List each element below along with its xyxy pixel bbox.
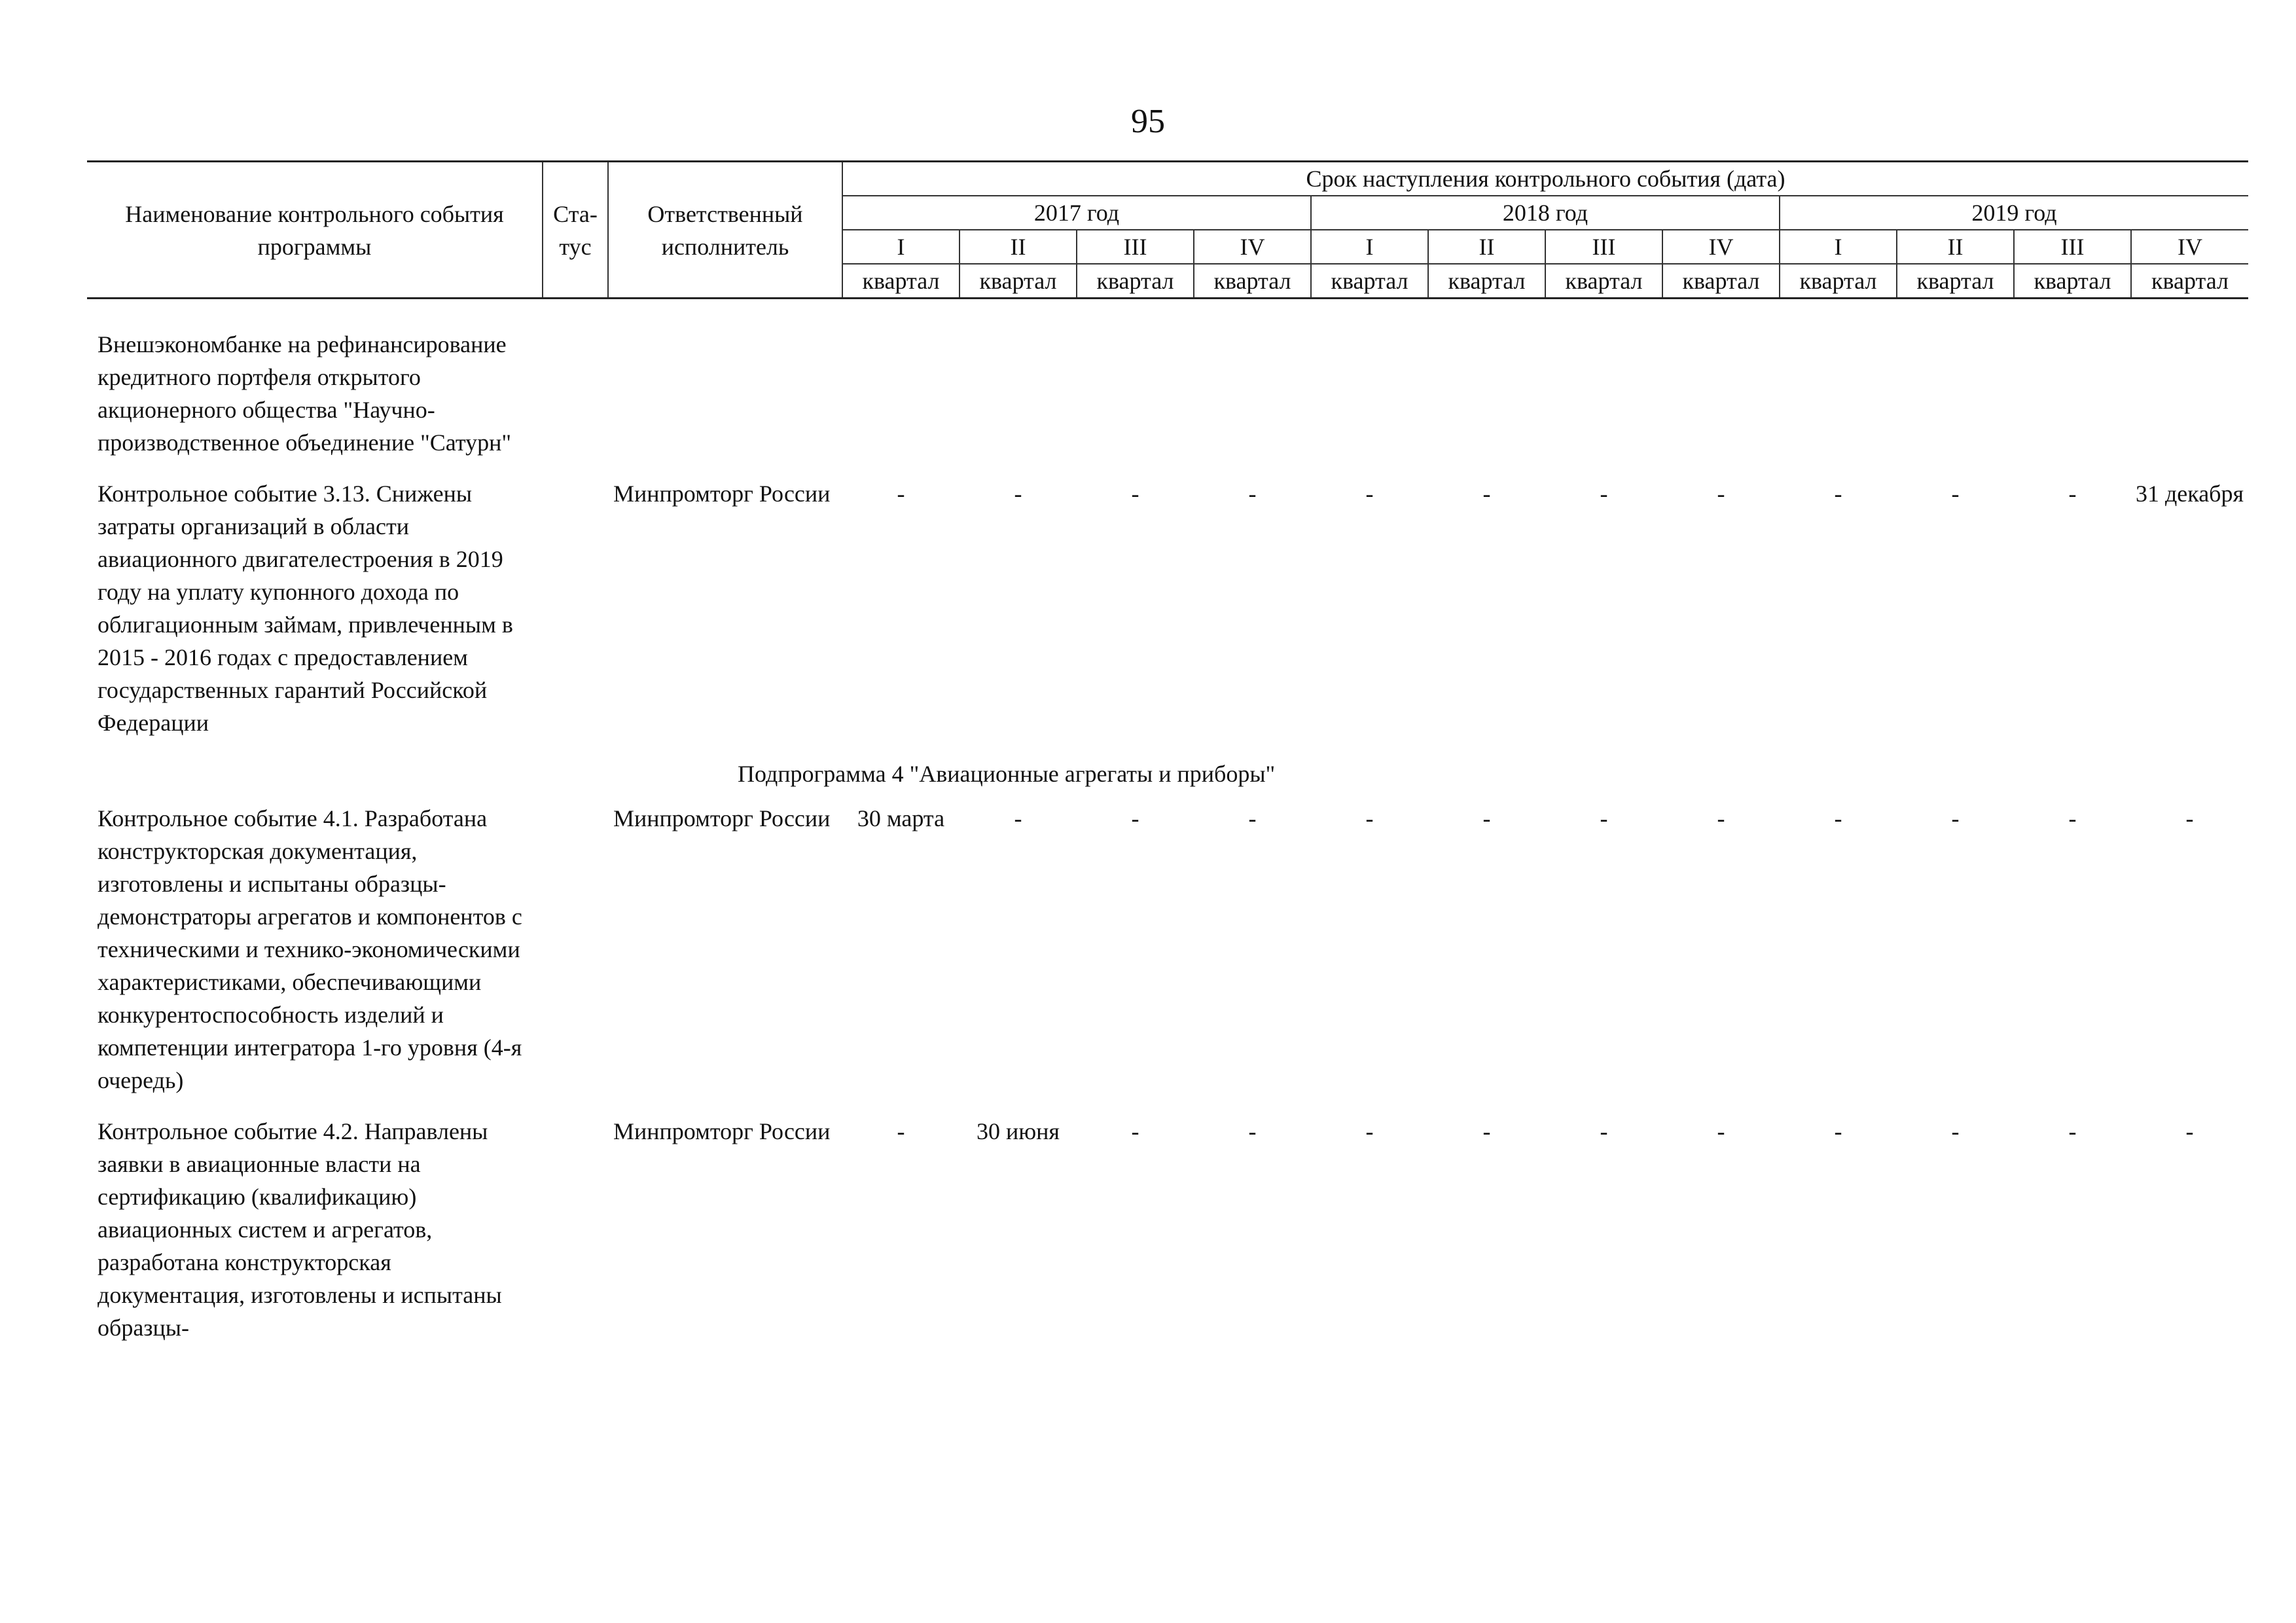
- quarter-date-cell: [1311, 328, 1428, 477]
- event-status: [543, 477, 608, 757]
- table-body: [87, 299, 2248, 1363]
- quarter-date-cell: -: [2068, 481, 2077, 507]
- quarter-date-cell: [1897, 328, 2014, 477]
- quarter-date-cell: -: [1600, 1118, 1608, 1144]
- header-deadline-group: Срок наступления контрольного события (дата): [842, 162, 2248, 196]
- quarter-date-cell: -: [1482, 805, 1491, 831]
- event-name: Контрольное событие 3.13. Снижены затраты организаций в области авиационного двигателестроения в 2019 году на уплату купонного дохода по облигационным займам, привлеченным в 2015 - 2016 годах с предоставлением государственных гарантий Российской Федерации: [98, 481, 513, 736]
- control-events-table: [87, 160, 2248, 1362]
- header-quarter-word: квартал: [1662, 264, 1780, 299]
- subprogram-title: Подпрограмма 4 "Авиационные агрегаты и приборы": [738, 761, 1276, 787]
- event-responsible: Минпромторг России: [613, 1118, 831, 1144]
- header-quarter-word: квартал: [1545, 264, 1662, 299]
- quarter-date-cell: [842, 328, 960, 477]
- header-quarter-number: I: [1780, 230, 1897, 264]
- table-row: [87, 477, 2248, 757]
- quarter-date-cell: -: [1482, 1118, 1491, 1144]
- header-year: 2018 год: [1311, 196, 1780, 230]
- quarter-date-cell: -: [2185, 1118, 2194, 1144]
- quarter-date-cell: -: [897, 481, 905, 507]
- table-header: [87, 162, 2248, 299]
- quarter-date-cell: -: [1834, 805, 1842, 831]
- quarter-date-cell: -: [1717, 1118, 1725, 1144]
- table-row: [87, 1115, 2248, 1362]
- event-status: [543, 802, 608, 1115]
- event-responsible: [608, 328, 842, 477]
- header-quarter-word: квартал: [1077, 264, 1194, 299]
- header-quarter-word: квартал: [960, 264, 1077, 299]
- header-name: Наименование контрольного события программы: [87, 162, 543, 299]
- quarter-date-cell: -: [1717, 481, 1725, 507]
- quarter-date-cell: -: [1131, 1118, 1139, 1144]
- header-quarter-number: IV: [1662, 230, 1780, 264]
- quarter-date-cell: -: [1951, 481, 1960, 507]
- quarter-date-cell: -: [1248, 1118, 1257, 1144]
- header-quarter-number: III: [1077, 230, 1194, 264]
- event-responsible: Минпромторг России: [613, 805, 831, 831]
- header-quarter-number: III: [1545, 230, 1662, 264]
- quarter-date-cell: -: [1365, 481, 1374, 507]
- event-responsible: Минпромторг России: [613, 481, 831, 507]
- quarter-date-cell: -: [1365, 1118, 1374, 1144]
- header-quarter-number: IV: [1194, 230, 1311, 264]
- header-quarter-word: квартал: [842, 264, 960, 299]
- header-spacer: [87, 299, 2248, 329]
- quarter-date-cell: -: [1131, 805, 1139, 831]
- header-quarter-number: III: [2014, 230, 2131, 264]
- event-status: [543, 328, 608, 477]
- table-row: [87, 802, 2248, 1115]
- quarter-date-cell: [1545, 328, 1662, 477]
- quarter-date-cell: 30 марта: [857, 805, 945, 831]
- quarter-date-cell: [1428, 328, 1545, 477]
- header-quarter-word: квартал: [1897, 264, 2014, 299]
- header-quarter-word: квартал: [2014, 264, 2131, 299]
- header-status: Ста-тус: [543, 162, 608, 299]
- header-quarter-number: II: [1897, 230, 2014, 264]
- quarter-date-cell: -: [1600, 805, 1608, 831]
- quarter-date-cell: -: [2185, 805, 2194, 831]
- quarter-date-cell: 31 декабря: [2135, 481, 2244, 507]
- subprogram-row: [87, 757, 2248, 802]
- header-quarter-number: I: [1311, 230, 1428, 264]
- quarter-date-cell: [2014, 328, 2131, 477]
- quarter-date-cell: -: [1834, 481, 1842, 507]
- page-number: 95: [1131, 103, 1165, 140]
- event-name: Контрольное событие 4.2. Направлены заявки в авиационные власти на сертификацию (квалификацию) авиационных систем и агрегатов, разработана конструкторская документация, изготовлены и испытаны образцы-: [98, 1118, 502, 1341]
- event-status: [543, 1115, 608, 1362]
- header-quarter-word: квартал: [2131, 264, 2248, 299]
- header-quarter-number: I: [842, 230, 960, 264]
- quarter-date-cell: -: [1131, 481, 1139, 507]
- quarter-date-cell: -: [1600, 481, 1608, 507]
- header-year: 2017 год: [842, 196, 1311, 230]
- event-name: Контрольное событие 4.1. Разработана конструкторская документация, изготовлены и испытаны образцы-демонстраторы агрегатов и компонентов с техническими и технико-экономическими характеристиками, обеспечивающими конкурентоспособность изделий и компетенции интегратора 1-го уровня (4-я очередь): [98, 805, 522, 1093]
- quarter-date-cell: [960, 328, 1077, 477]
- quarter-date-cell: [1662, 328, 1780, 477]
- header-responsible: Ответственный исполнитель: [608, 162, 842, 299]
- header-quarter-number: IV: [2131, 230, 2248, 264]
- header-quarter-word: квартал: [1194, 264, 1311, 299]
- header-quarter-word: квартал: [1311, 264, 1428, 299]
- quarter-date-cell: -: [1365, 805, 1374, 831]
- quarter-date-cell: [1780, 328, 1897, 477]
- table-row: [87, 328, 2248, 477]
- quarter-date-cell: [1077, 328, 1194, 477]
- quarter-date-cell: -: [897, 1118, 905, 1144]
- quarter-date-cell: -: [2068, 1118, 2077, 1144]
- event-name: Внешэкономбанке на рефинансирование кредитного портфеля открытого акционерного общества "Научно-производственное объединение "Сатурн": [98, 331, 512, 456]
- quarter-date-cell: -: [1248, 805, 1257, 831]
- quarter-date-cell: -: [1482, 481, 1491, 507]
- quarter-date-cell: -: [1951, 805, 1960, 831]
- quarter-date-cell: -: [1014, 805, 1022, 831]
- header-quarter-word: квартал: [1428, 264, 1545, 299]
- header-quarter-number: II: [960, 230, 1077, 264]
- header-year: 2019 год: [1780, 196, 2248, 230]
- header-quarter-word: квартал: [1780, 264, 1897, 299]
- quarter-date-cell: -: [1717, 805, 1725, 831]
- quarter-date-cell: [2131, 328, 2248, 477]
- quarter-date-cell: -: [1014, 481, 1022, 507]
- header-quarter-number: II: [1428, 230, 1545, 264]
- quarter-date-cell: [1194, 328, 1311, 477]
- quarter-date-cell: -: [1834, 1118, 1842, 1144]
- quarter-date-cell: 30 июня: [977, 1118, 1060, 1144]
- quarter-date-cell: -: [1248, 481, 1257, 507]
- quarter-date-cell: -: [1951, 1118, 1960, 1144]
- quarter-date-cell: -: [2068, 805, 2077, 831]
